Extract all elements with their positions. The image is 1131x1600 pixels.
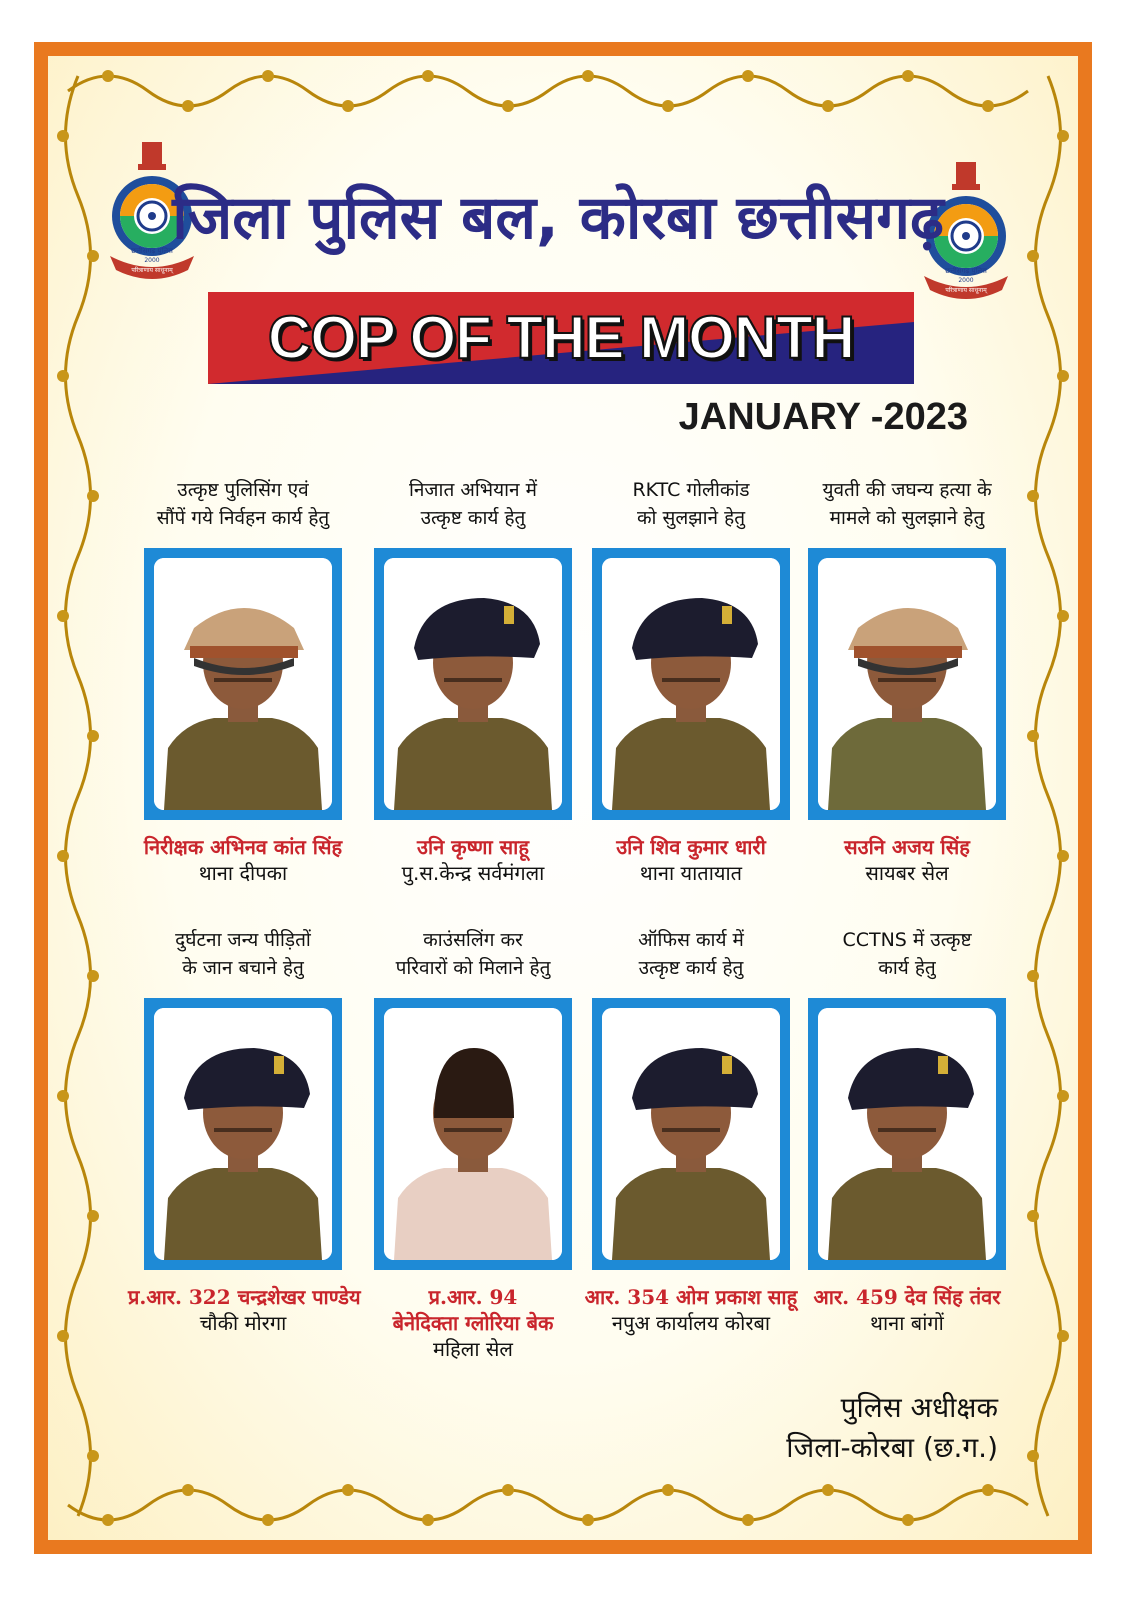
award-reason (576, 476, 806, 536)
officer-posting: थाना बांगों (870, 1311, 944, 1335)
reason-line: को सुलझाने हेतु (636, 507, 746, 529)
award-reason (576, 926, 806, 986)
officer-name (576, 1284, 806, 1310)
reason-line: के जान बचाने हेतु (182, 957, 304, 979)
officer-posting: महिला सेल (433, 1337, 513, 1361)
officer-name-line: उनि शिव कुमार धारी (616, 835, 766, 859)
officer-photo (602, 558, 780, 810)
photo-frame (808, 548, 1006, 820)
officer-name-line: सउनि अजय सिंह (844, 835, 970, 859)
signature-block (786, 1388, 998, 1468)
reason-line: CCTNS में उत्कृष्ट (842, 929, 972, 951)
reason-line: ऑफिस कार्य में (638, 929, 744, 951)
award-reason (358, 926, 588, 986)
officer-name (576, 834, 806, 860)
officer-name-line: प्र.आर. 322 चन्द्रशेखर पाण्डेय (128, 1285, 361, 1309)
officer-name-line: बेनेदिक्ता ग्लोरिया बेक (392, 1311, 554, 1335)
poster-border (34, 42, 1092, 1554)
reason-line: काउंसलिंग कर (423, 929, 523, 951)
cop-card (792, 476, 1022, 886)
cop-card (792, 926, 1022, 1336)
reason-line: परिवारों को मिलाने हेतु (395, 957, 551, 979)
reason-line: उत्कृष्ट कार्य हेतु (638, 957, 744, 979)
photo-frame (144, 548, 342, 820)
officer-posting: थाना दीपका (198, 861, 288, 885)
officer-name (358, 834, 588, 860)
reason-line: उत्कृष्ट पुलिसिंग एवं (177, 479, 309, 501)
cop-card (128, 476, 358, 886)
photo-frame (592, 998, 790, 1270)
reason-line: दुर्घटना जन्य पीड़ितों (175, 929, 311, 951)
award-reason (792, 926, 1022, 986)
officer-photo (818, 558, 996, 810)
bottom-vine-border (48, 1480, 1078, 1540)
officer-name-line: आर. 459 देव सिंह तंवर (813, 1285, 1001, 1309)
officer-name (358, 1284, 588, 1336)
reason-line: सौंपें गये निर्वहन कार्य हेतु (156, 507, 330, 529)
cop-card (576, 926, 806, 1336)
banner-text: COP OF THE MONTH (267, 304, 855, 371)
officer-name (792, 834, 1022, 860)
signature-office: जिला-कोरबा (छ.ग.) (786, 1431, 998, 1464)
cop-card (576, 476, 806, 886)
reason-line: युवती की जघन्य हत्या के (822, 479, 992, 501)
cop-of-the-month-banner (208, 292, 914, 384)
officer-photo (602, 1008, 780, 1260)
officer-name-line: आर. 354 ओम प्रकाश साहू (584, 1285, 798, 1309)
emblem-motto: परित्राणाय साधूनाम् (945, 287, 987, 294)
officer-posting: थाना यातायात (639, 861, 743, 885)
reason-line: निजात अभियान में (408, 479, 538, 501)
officer-posting: चौकी मोरगा (199, 1311, 287, 1335)
right-vine-border (1018, 56, 1078, 1540)
emblem-ring-text: छत्तीसगढ़ पुलिस (131, 247, 173, 255)
officer-name (128, 834, 358, 860)
officer-name-line: उनि कृष्णा साहू (417, 835, 529, 859)
officer-photo (154, 558, 332, 810)
photo-frame (808, 998, 1006, 1270)
officer-posting: पु.स.केन्द्र सर्वमंगला (401, 861, 545, 885)
award-reason (358, 476, 588, 536)
award-reason (792, 476, 1022, 536)
emblem-year: 2000 (958, 277, 974, 284)
month-label: JANUARY -2023 (678, 396, 968, 438)
officer-name (128, 1284, 361, 1310)
top-vine-border (48, 56, 1078, 116)
photo-frame (592, 548, 790, 820)
cop-card (358, 926, 588, 1362)
officer-photo (818, 1008, 996, 1260)
officer-posting: नपुअ कार्यालय कोरबा (611, 1311, 771, 1335)
officer-posting: सायबर सेल (865, 861, 949, 885)
officer-name-line: प्र.आर. 94 (428, 1285, 518, 1309)
reason-line: उत्कृष्ट कार्य हेतु (420, 507, 526, 529)
cop-card (358, 476, 588, 886)
left-vine-border (48, 56, 108, 1540)
emblem-ring-text: छत्तीसगढ़ पुलिस (945, 267, 987, 275)
officer-photo (384, 1008, 562, 1260)
signature-title: पुलिस अधीक्षक (840, 1391, 998, 1424)
page-title: जिला पुलिस बल, कोरबा छत्तीसगढ़ (172, 183, 944, 253)
reason-line: कार्य हेतु (878, 957, 936, 979)
officer-photo (384, 558, 562, 810)
officer-name (792, 1284, 1022, 1310)
reason-line: RKTC गोलीकांड (632, 479, 750, 501)
cop-card (128, 926, 361, 1336)
photo-frame (374, 548, 572, 820)
emblem-year: 2000 (144, 257, 160, 264)
officer-photo (154, 1008, 332, 1260)
officer-name-line: निरीक्षक अभिनव कांत सिंह (143, 835, 343, 859)
award-reason (128, 926, 358, 986)
emblem-motto: परित्राणाय साधूनाम् (131, 267, 173, 274)
poster-background (48, 56, 1078, 1540)
photo-frame (144, 998, 342, 1270)
photo-frame (374, 998, 572, 1270)
award-reason (128, 476, 358, 536)
reason-line: मामले को सुलझाने हेतु (829, 507, 985, 529)
